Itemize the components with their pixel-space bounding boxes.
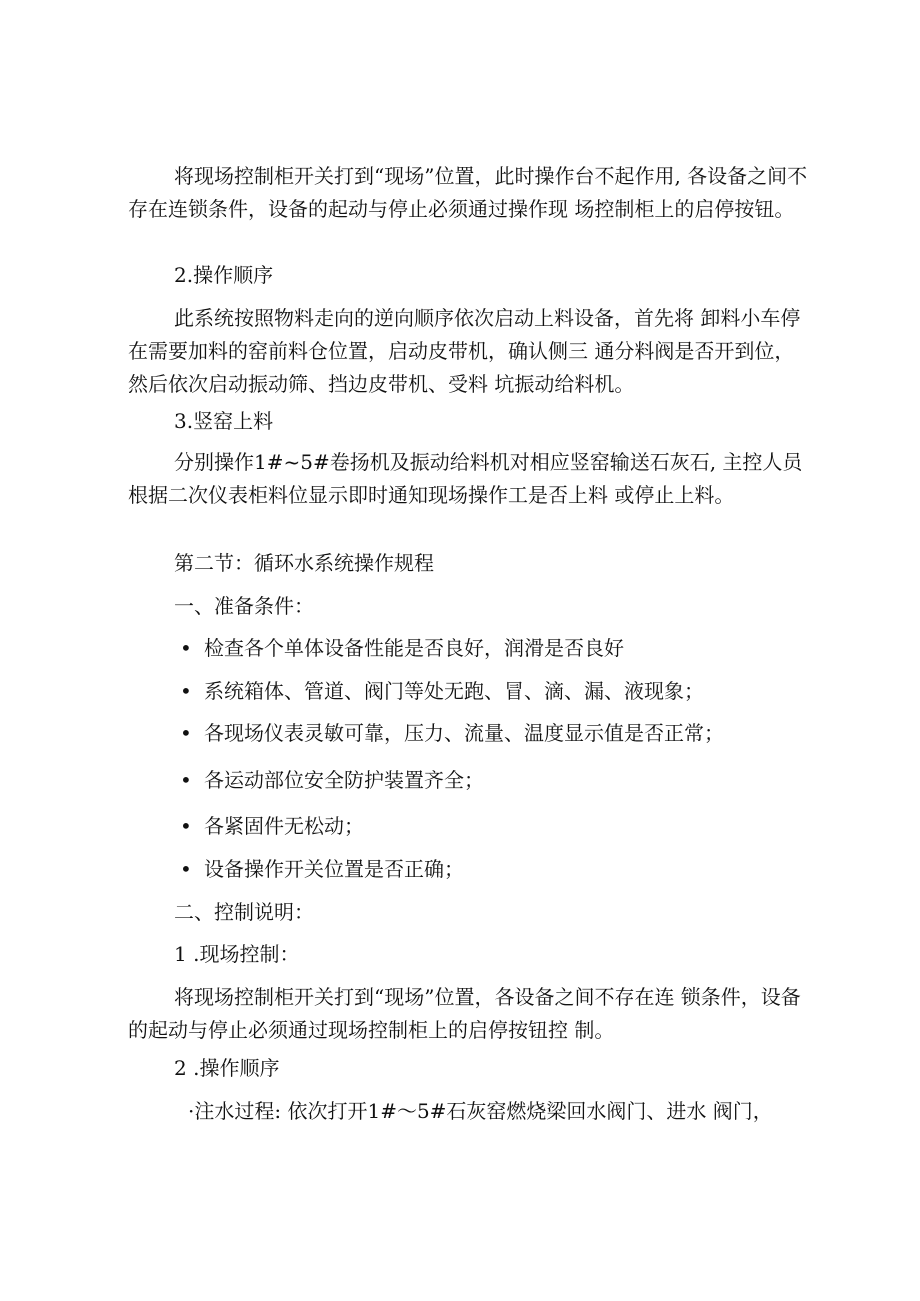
heading-operation-sequence-2: 2 .操作顺序: [174, 1056, 280, 1080]
water-filling-text: 依次打开1#～5#石灰窑燃烧梁回水阀门、进水 阀门，: [281, 1099, 773, 1123]
paragraph-local-control: 将现场控制柜开关打到“现场”位置，各设备之间不存在连 锁条件，设备的起动与停止必须通过现场控制柜上的启停按钮控 制。: [128, 985, 801, 1042]
list-item: [180, 717, 724, 750]
section-title-circulating-water: 第二节：循环水系统操作规程: [174, 551, 434, 575]
list-item: [180, 853, 464, 886]
list-item-text: 各现场仪表灵敏可靠，压力、流量、温度显示值是否正常；: [204, 721, 724, 745]
bullet-icon: •: [180, 857, 192, 881]
water-filling-label: ·注水过程:: [188, 1099, 282, 1123]
bullet-icon: •: [180, 721, 192, 745]
list-item: [180, 675, 704, 708]
bullet-icon: •: [180, 768, 192, 792]
heading-operation-sequence: 2.操作顺序: [174, 263, 274, 287]
bullet-icon: •: [180, 814, 192, 838]
heading-preparation-conditions: 一、准备条件：: [174, 594, 314, 618]
paragraph-shaft-kiln-feeding: 分别操作1#~5#卷扬机及振动给料机对相应竖窑输送石灰石, 主控人员根据二次仪表柜料位显示即时通知现场操作工是否上料 或停止上料。: [128, 450, 803, 507]
list-item: [180, 764, 484, 797]
list-item-text: 各紧固件无松动；: [204, 814, 364, 838]
list-item-text: 检查各个单体设备性能是否良好，润滑是否良好: [204, 636, 624, 660]
paragraph-feeding-sequence: 此系统按照物料走向的逆向顺序依次启动上料设备，首先将 卸料小车停在需要加料的窑前料仓位置，启动皮带机，确认侧三 通分料阀是否开到位，然后依次启动振动筛、挡边皮带机、受料 坑振动给料机。: [128, 306, 801, 396]
bullet-icon: •: [180, 679, 192, 703]
heading-shaft-kiln-feeding: 3.竖窑上料: [174, 409, 274, 433]
heading-control-description: 二、控制说明：: [174, 900, 314, 924]
list-item-text: 系统箱体、管道、阀门等处无跑、冒、滴、漏、液现象；: [204, 679, 704, 703]
paragraph-local-control-intro: 将现场控制柜开关打到“现场”位置，此时操作台不起作用, 各设备之间不存在连锁条件，设备的起动与停止必须通过操作现 场控制柜上的启停按钮。: [128, 164, 808, 221]
list-item: [180, 632, 624, 665]
list-item-text: 各运动部位安全防护装置齐全；: [204, 768, 484, 792]
paragraph-water-filling: [128, 1095, 868, 1128]
list-item: [180, 810, 364, 843]
bullet-icon: •: [180, 636, 192, 660]
list-item-text: 设备操作开关位置是否正确；: [204, 857, 464, 881]
heading-local-control: 1 .现场控制：: [174, 942, 300, 966]
